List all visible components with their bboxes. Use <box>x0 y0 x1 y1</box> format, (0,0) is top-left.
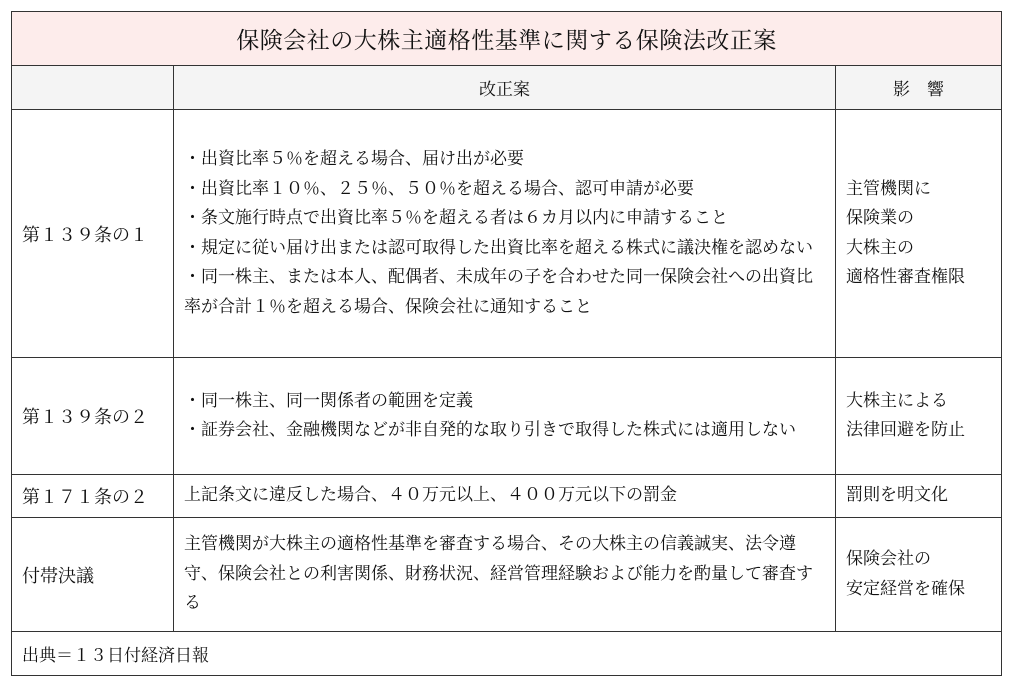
header-row <box>12 66 1002 110</box>
article-label: 第１７１条の２ <box>12 475 174 518</box>
impact-content <box>836 475 1002 518</box>
impact-line: 主管機関に <box>846 178 931 199</box>
header-impact: 影 響 <box>836 66 1002 110</box>
content-line: ・条文施行時点で出資比率５％を超える者は６カ月以内に申請すること <box>184 208 728 228</box>
article-label: 付帯決議 <box>12 518 174 632</box>
impact-line: 法律回避を防止 <box>846 420 965 440</box>
amendment-table <box>11 11 1002 676</box>
article-label: 第１３９条の２ <box>12 358 174 475</box>
impact-line: 大株主の <box>846 237 914 258</box>
amendment-content <box>174 110 836 358</box>
table-title: 保険会社の大株主適格性基準に関する保険法改正案 <box>12 12 1002 66</box>
amendment-content <box>174 475 836 518</box>
source-note: 出典＝１３日付経済日報 <box>12 632 1002 676</box>
table-row <box>12 358 1002 475</box>
source-row <box>12 632 1002 676</box>
impact-line: 保険業の <box>846 208 914 228</box>
header-article <box>12 66 174 110</box>
impact-line: 安定経営を確保 <box>846 578 965 599</box>
content-line: ・証券会社、金融機関などが非自発的な取り引きで取得した株式には適用しない <box>184 420 796 440</box>
table-row <box>12 475 1002 518</box>
content-line: ・同一株主、または本人、配偶者、未成年の子を合わせた同一保険会社への出資比率が合計１％を超える場合、保険会社に通知すること <box>184 267 813 317</box>
table-row <box>12 110 1002 358</box>
table-row <box>12 518 1002 632</box>
content-line: 主管機関が大株主の適格性基準を審査する場合、その大株主の信義誠実、法令遵守、保険会社との利害関係、財務状況、経営管理経験および能力を酌量して審査する <box>184 534 813 614</box>
impact-line: 大株主による <box>846 390 948 411</box>
title-row <box>12 12 1002 66</box>
header-amendment: 改正案 <box>174 66 836 110</box>
content-line: ・出資比率１０％、２５％、５０％を超える場合、認可申請が必要 <box>184 178 694 199</box>
impact-line: 適格性審査権限 <box>846 267 965 287</box>
impact-content <box>836 518 1002 632</box>
article-label: 第１３９条の１ <box>12 110 174 358</box>
content-line: ・出資比率５％を超える場合、届け出が必要 <box>184 149 524 169</box>
amendment-content <box>174 358 836 475</box>
content-line: ・同一株主、同一関係者の範囲を定義 <box>184 390 473 411</box>
content-line: ・規定に従い届け出または認可取得した出資比率を超える株式に議決権を認めない <box>184 237 813 258</box>
impact-line: 保険会社の <box>846 549 931 569</box>
impact-line: 罰則を明文化 <box>846 485 948 506</box>
amendment-content <box>174 518 836 632</box>
impact-content <box>836 358 1002 475</box>
impact-content <box>836 110 1002 358</box>
content-line: 上記条文に違反した場合、４０万元以上、４００万元以下の罰金 <box>184 485 677 506</box>
